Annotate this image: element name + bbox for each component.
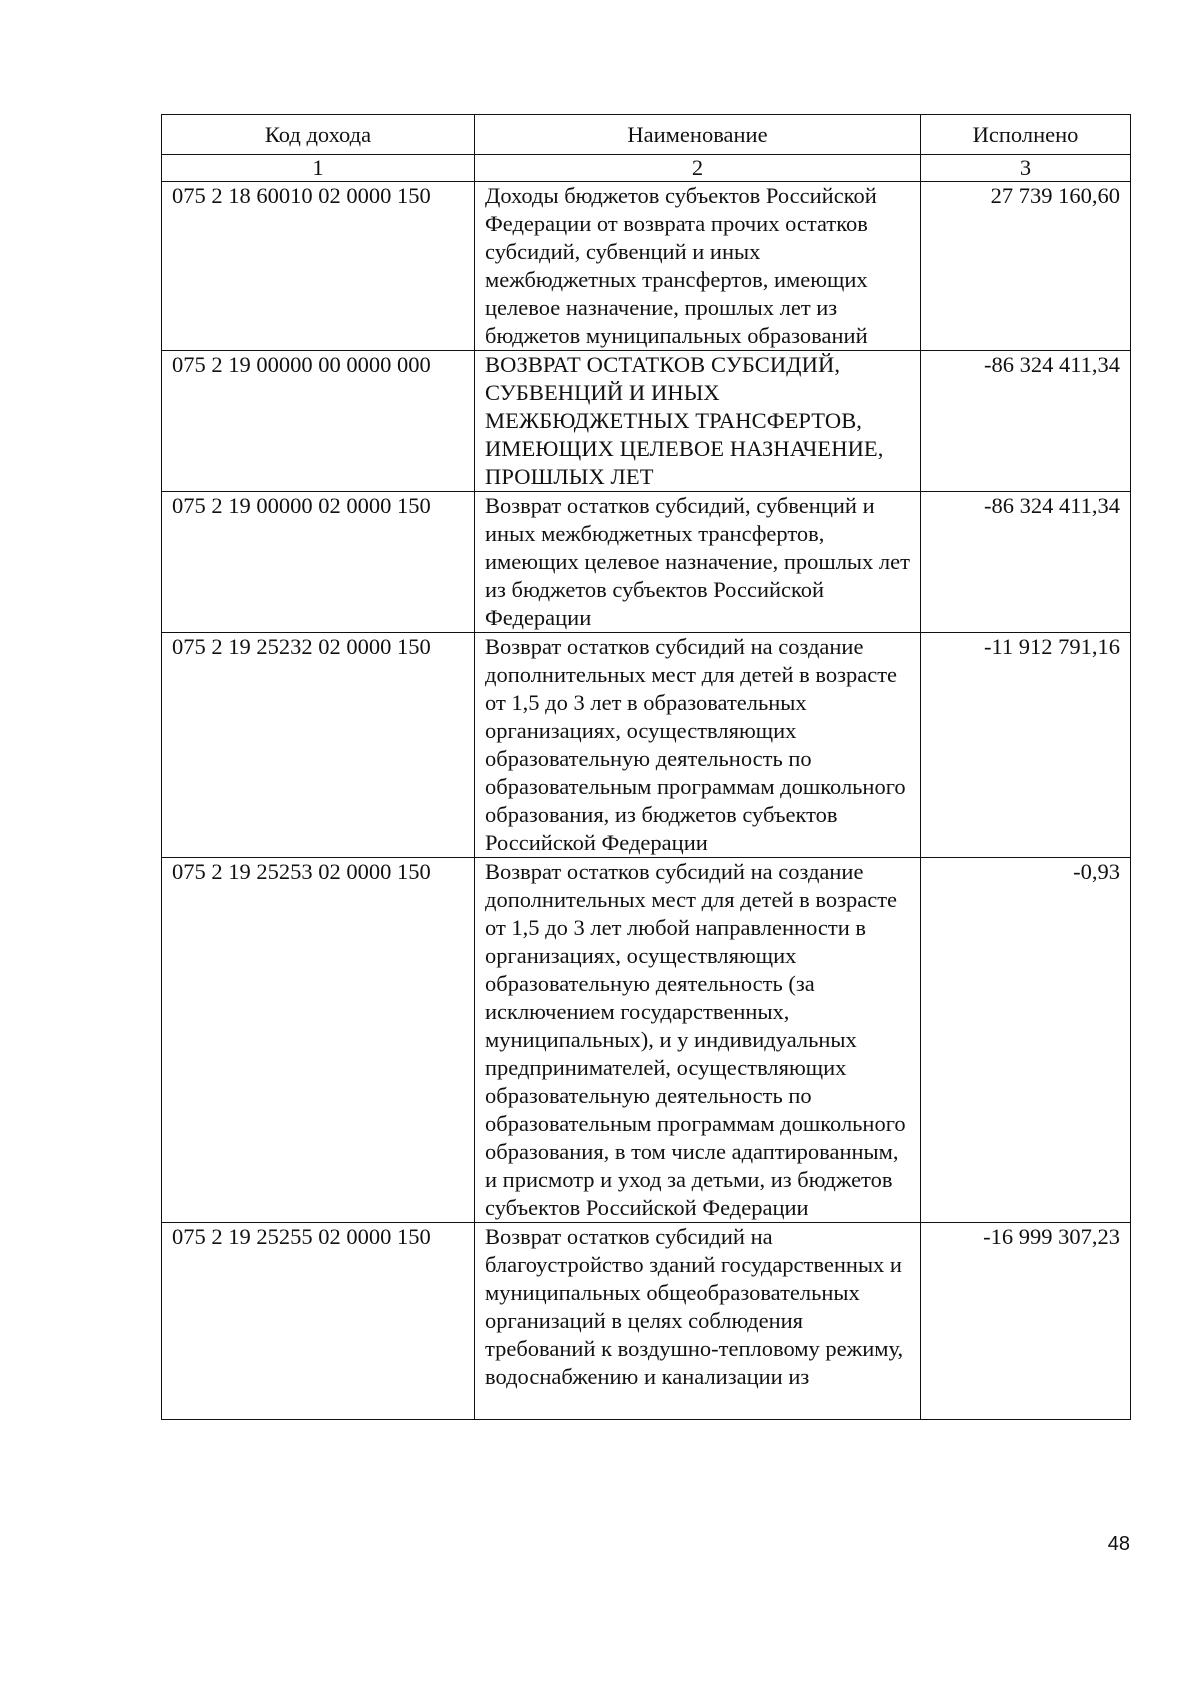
column-number-3: 3 (921, 155, 1131, 182)
revenue-name: Возврат остатков субсидий, субвенций и иных межбюджетных трансфертов, имеющих целевое назначение, прошлых лет из бюджетов субъектов Российской Федерации (475, 492, 921, 633)
revenue-table (161, 114, 1131, 1420)
revenue-name: ВОЗВРАТ ОСТАТКОВ СУБСИДИЙ, СУБВЕНЦИЙ И ИНЫХ МЕЖБЮДЖЕТНЫХ ТРАНСФЕРТОВ, ИМЕЮЩИХ ЦЕЛЕВОЕ НАЗНАЧЕНИЕ, ПРОШЛЫХ ЛЕТ (475, 351, 921, 492)
revenue-code: 075 2 18 60010 02 0000 150 (162, 182, 475, 351)
revenue-name: Возврат остатков субсидий на создание дополнительных мест для детей в возрасте от 1,5 до 3 лет в образовательных организациях, осуществляющих образовательную деятельность по образовательным программам дошкольного образования, из бюджетов субъектов Российской Федерации (475, 633, 921, 858)
table-header-row (162, 115, 1131, 155)
header-name: Наименование (475, 115, 921, 155)
executed-amount: -11 912 791,16 (921, 633, 1131, 858)
column-number-1: 1 (162, 155, 475, 182)
table-row (162, 1223, 1131, 1420)
table-row (162, 633, 1131, 858)
header-code: Код дохода (162, 115, 475, 155)
column-number-2: 2 (475, 155, 921, 182)
table-row (162, 858, 1131, 1223)
executed-amount: 27 739 160,60 (921, 182, 1131, 351)
revenue-code: 075 2 19 00000 02 0000 150 (162, 492, 475, 633)
column-number-row (162, 155, 1131, 182)
revenue-name: Возврат остатков субсидий на создание дополнительных мест для детей в возрасте от 1,5 до 3 лет любой направленности в организациях, осуществляющих образовательную деятельность (за исключением государственных, муниципальных), и у индивидуальных предпринимателей, осуществляющих образовательную деятельность по образовательным программам дошкольного образования, в том числе адаптированным, и присмотр и уход за детьми, из бюджетов субъектов Российской Федерации (475, 858, 921, 1223)
table-row (162, 182, 1131, 351)
table-row (162, 351, 1131, 492)
revenue-code: 075 2 19 25253 02 0000 150 (162, 858, 475, 1223)
revenue-name: Доходы бюджетов субъектов Российской Федерации от возврата прочих остатков субсидий, субвенций и иных межбюджетных трансфертов, имеющих целевое назначение, прошлых лет из бюджетов муниципальных образований (475, 182, 921, 351)
page-number: 48 (1107, 1533, 1130, 1555)
executed-amount: -86 324 411,34 (921, 492, 1131, 633)
executed-amount: -16 999 307,23 (921, 1223, 1131, 1420)
table-row (162, 492, 1131, 633)
revenue-code: 075 2 19 00000 00 0000 000 (162, 351, 475, 492)
header-executed: Исполнено (921, 115, 1131, 155)
executed-amount: -0,93 (921, 858, 1131, 1223)
revenue-code: 075 2 19 25255 02 0000 150 (162, 1223, 475, 1420)
revenue-code: 075 2 19 25232 02 0000 150 (162, 633, 475, 858)
revenue-name: Возврат остатков субсидий на благоустройство зданий государственных и муниципальных общеобразовательных организаций в целях соблюдения требований к воздушно-тепловому режиму, водоснабжению и канализации из (475, 1223, 921, 1420)
executed-amount: -86 324 411,34 (921, 351, 1131, 492)
